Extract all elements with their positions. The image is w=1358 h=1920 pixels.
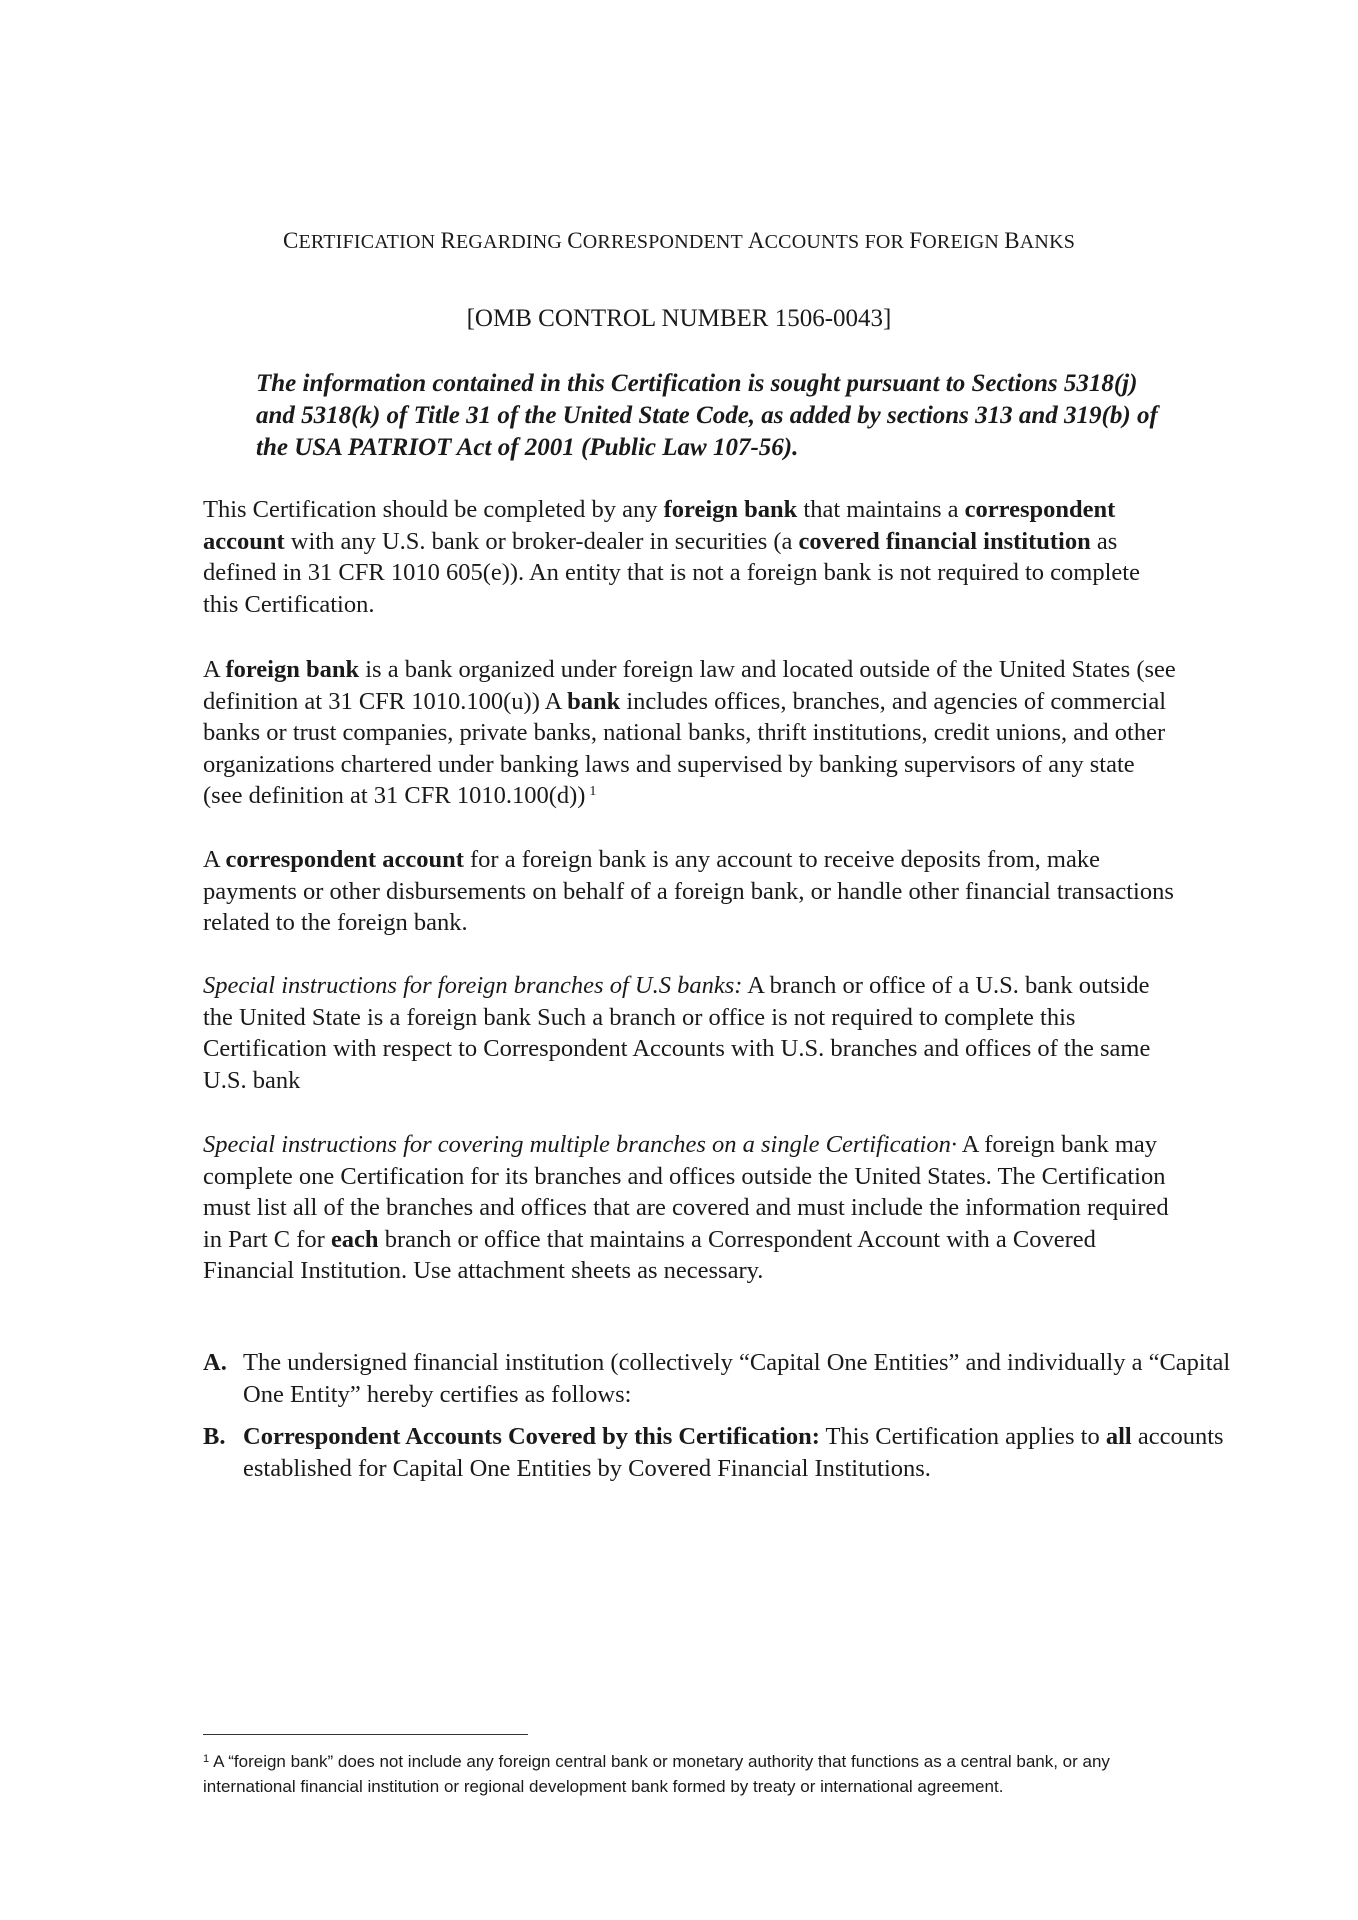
paragraph-foreign-bank-definition xyxy=(203,654,1178,812)
special-instructions-heading: Special instructions for covering multiple branches on a single Certification· xyxy=(203,1131,957,1158)
text-run: as defined in 31 CFR 1010 605(e)). An entity that is not a foreign bank is not required to complete this Certification. xyxy=(203,527,1140,618)
term-correspondent-account: correspondent account xyxy=(225,846,464,873)
footnote-text: A “foreign bank” does not include any foreign central bank or monetary authority that functions as a central bank, or any international financial institution or regional development bank formed by treaty or international agreement. xyxy=(203,1752,1110,1796)
list-item-text xyxy=(243,1421,1243,1484)
document-title: CERTIFICATION REGARDING CORRESPONDENT ACCOUNTS FOR FOREIGN BANKS xyxy=(282,228,1076,253)
text-run: A xyxy=(203,656,226,683)
paragraph-who-completes xyxy=(203,494,1178,620)
text-run: A xyxy=(203,846,226,873)
special-instructions-heading: Special instructions for foreign branches of U.S banks: xyxy=(203,972,743,999)
term-all: all xyxy=(1105,1423,1132,1450)
term-covered-financial-institution: covered financial institution xyxy=(798,527,1091,555)
footnote-reference: 1 xyxy=(589,784,597,799)
term-correspondent-account: correspondent account xyxy=(203,496,1116,555)
intro-statement: The information contained in this Certification is sought pursuant to Sections 5318(j) and 5318(k) of Title 31 of the United State Code, as added by sections 313 and 319(b) of the USA PATRIOT Act of 2001 (Public Law 107-56). xyxy=(256,370,1158,461)
list-marker: A. xyxy=(203,1349,227,1376)
list-item-b xyxy=(203,1421,1243,1484)
footnote xyxy=(203,1749,1188,1799)
text-run: that maintains a xyxy=(797,496,965,523)
list-item-heading: Correspondent Accounts Covered by this Certification: xyxy=(243,1423,820,1450)
text-run: This Certification applies to xyxy=(819,1423,1106,1450)
term-foreign-bank: foreign bank xyxy=(663,496,798,523)
paragraph-special-instructions-multiple-branches xyxy=(203,1129,1178,1287)
text-run: A foreign bank may complete one Certification for its branches and offices outside the United States. The Certification must list all of the branches and offices that are covered and must include the information required in Part C for xyxy=(203,1131,1169,1253)
text-run: accounts established for Capital One Entities by Covered Financial Institutions. xyxy=(243,1423,1224,1482)
paragraph-special-instructions-us-branches xyxy=(203,970,1178,1096)
list-item-text: The undersigned financial institution (collectively “Capital One Entities” and individually a “Capital One Entity” hereby certifies as follows: xyxy=(243,1349,1231,1408)
text-run: for a foreign bank is any account to receive deposits from, make payments or other disbursements on behalf of a foreign bank, or handle other financial transactions related to the foreign bank. xyxy=(203,846,1174,936)
footnote-divider xyxy=(203,1734,528,1735)
list-marker: B. xyxy=(203,1423,226,1450)
term-bank: bank xyxy=(567,687,621,715)
paragraph-correspondent-account-definition xyxy=(203,844,1178,939)
term-foreign-bank: foreign bank xyxy=(225,656,360,683)
term-each: each xyxy=(330,1225,379,1253)
list-item-a xyxy=(203,1347,1243,1410)
text-run: includes offices, branches, and agencies of commercial banks or trust companies, private banks, national banks, thrift institutions, credit unions, and other organizations chartered under banking laws and supervised by banking supervisors of any state (see definition at 31 CFR 1010.100(d)) xyxy=(203,687,1167,809)
text-run: branch or office that maintains a Correspondent Account with a Covered Financial Institution. Use attachment sheets as necessary. xyxy=(203,1225,1096,1284)
footnote-number: 1 xyxy=(203,1753,210,1765)
text-run: is a bank organized under foreign law and located outside of the United States (see definition at 31 CFR 1010.100(u)) A xyxy=(203,656,1176,715)
text-run: This Certification should be completed by any xyxy=(203,496,664,523)
text-run: A branch or office of a U.S. bank outside the United State is a foreign bank Such a branch or office is not required to complete this Certification with respect to Correspondent Accounts with U.S. branches and offices of the same U.S. bank xyxy=(203,972,1151,1094)
certification-list xyxy=(203,1347,1243,1495)
text-run: with any U.S. bank or broker-dealer in securities (a xyxy=(284,527,799,555)
omb-control-number: [OMB CONTROL NUMBER 1506-0043] xyxy=(466,305,892,332)
